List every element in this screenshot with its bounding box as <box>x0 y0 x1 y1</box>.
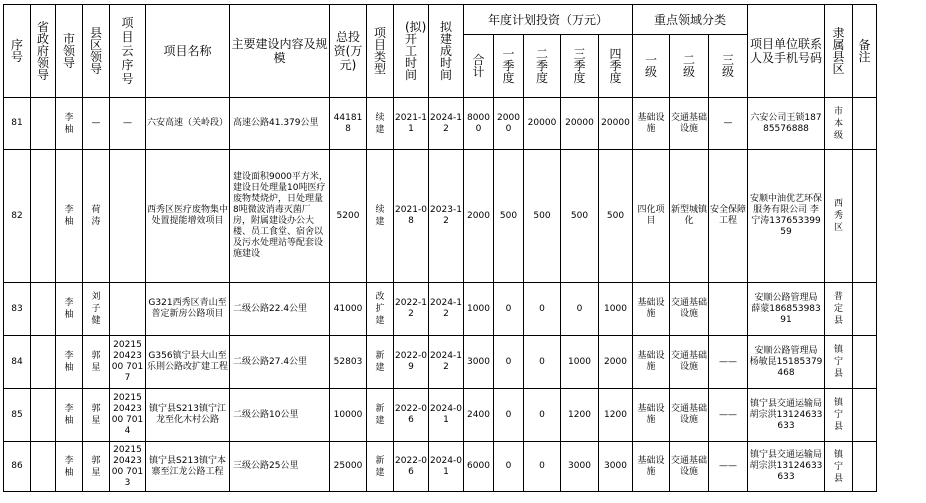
cell-l1: 基础设施 <box>633 98 670 150</box>
cell-total: 10000 <box>330 389 367 442</box>
cell-total: 25000 <box>330 442 367 492</box>
col-city-leader: 市领导 <box>56 5 83 98</box>
cell-q4: 500 <box>599 150 633 283</box>
cell-content: 二级公路10公里 <box>230 389 330 442</box>
cell-l3: — <box>709 98 748 150</box>
cell-seq: 84 <box>4 336 31 389</box>
cell-q3: 1200 <box>561 389 599 442</box>
cell-sum: 6000 <box>464 442 494 492</box>
cell-name: 西秀区医疗废物集中处置提能增效项目 <box>146 150 230 283</box>
cell-content: 二级公路27.4公里 <box>230 336 330 389</box>
col-prov-leader: 省政府领导 <box>31 5 56 98</box>
cell-start: 2022-06 <box>394 442 429 492</box>
col-annual-plan: 年度计划投资（万元） <box>464 5 633 35</box>
col-finish: 拟建成时间 <box>429 5 464 98</box>
cell-cloud: — <box>110 98 146 150</box>
cell-start: 2022-09 <box>394 336 429 389</box>
cell-note <box>853 389 877 442</box>
cell-contact: 安顺中油优艺环保服务有限公司 李宁涛13765339959 <box>748 150 825 283</box>
cell-l2: 交通基础设施 <box>670 283 709 336</box>
cell-prov <box>31 442 56 492</box>
col-seq: 序号 <box>4 5 31 98</box>
cell-content: 高速公路41.379公里 <box>230 98 330 150</box>
cell-q1: 0 <box>494 389 524 442</box>
cell-cty: 镇宁县 <box>825 336 853 389</box>
cell-county-leader: 刘子健 <box>83 283 110 336</box>
cell-l2: 交通基础设施 <box>670 442 709 492</box>
cell-sum: 3000 <box>464 336 494 389</box>
col-l1: 一级 <box>633 35 670 98</box>
cell-q1: 0 <box>494 283 524 336</box>
cell-note <box>853 98 877 150</box>
cell-cloud: 202152042300 7013 <box>110 442 146 492</box>
cell-q3: 3000 <box>561 442 599 492</box>
cell-end: 2024-12 <box>429 283 464 336</box>
cell-q3: 1000 <box>561 336 599 389</box>
cell-l2: 交通基础设施 <box>670 389 709 442</box>
col-l2: 二级 <box>670 35 709 98</box>
cell-name: G356镇宁县大山至乐則公路改扩建工程 <box>146 336 230 389</box>
cell-type: 续建 <box>367 150 394 283</box>
cell-note <box>853 442 877 492</box>
cell-q4: 2000 <box>599 336 633 389</box>
project-table-wrapper <box>3 4 877 492</box>
cell-q3: 500 <box>561 150 599 283</box>
cell-q3: 0 <box>561 283 599 336</box>
cell-cloud: 202152042300 7014 <box>110 389 146 442</box>
cell-prov <box>31 283 56 336</box>
cell-county-leader: 荷涛 <box>83 150 110 283</box>
col-county: 隶属县区 <box>825 5 853 98</box>
cell-city: 李柚 <box>56 98 83 150</box>
col-content: 主要建设内容及规模 <box>230 5 330 98</box>
cell-seq: 86 <box>4 442 31 492</box>
cell-l1: 基础设施 <box>633 336 670 389</box>
cell-l3: 安全保障工程 <box>709 150 748 283</box>
cell-type: 续建 <box>367 98 394 150</box>
cell-name: 镇宁县S213镇宁本寨至江龙公路工程 <box>146 442 230 492</box>
cell-start: 2021-11 <box>394 98 429 150</box>
cell-q2: 0 <box>524 283 561 336</box>
cell-city: 李柚 <box>56 336 83 389</box>
cell-note <box>853 150 877 283</box>
cell-seq: 83 <box>4 283 31 336</box>
cell-contact: 镇宁县交通运输局 胡宗洪13124633633 <box>748 442 825 492</box>
cell-type: 改扩建 <box>367 283 394 336</box>
cell-county-leader: 郭星 <box>83 389 110 442</box>
table-row <box>4 442 877 492</box>
col-start: (拟)开工时间 <box>394 5 429 98</box>
cell-cloud: 202152042300 7017 <box>110 336 146 389</box>
col-domain: 重点领域分类 <box>633 5 748 35</box>
col-q3: 三季度 <box>561 35 599 98</box>
cell-l3: —— <box>709 389 748 442</box>
cell-total: 441818 <box>330 98 367 150</box>
cell-l2: 交通基础设施 <box>670 336 709 389</box>
cell-sum: 2400 <box>464 389 494 442</box>
cell-start: 2021-08 <box>394 150 429 283</box>
cell-contact: 镇宁县交通运输局 胡宗洪13124633633 <box>748 389 825 442</box>
cell-city: 李柚 <box>56 389 83 442</box>
cell-q1: 500 <box>494 150 524 283</box>
cell-l3: —— <box>709 336 748 389</box>
cell-end: 2024-12 <box>429 336 464 389</box>
cell-start: 2022-12 <box>394 283 429 336</box>
col-total: 合计 <box>464 35 494 98</box>
cell-q3: 20000 <box>561 98 599 150</box>
cell-contact: 安顺公路管理局 杨敏昆15185379468 <box>748 336 825 389</box>
col-q1: 一季度 <box>494 35 524 98</box>
table-row <box>4 150 877 283</box>
cell-q1: 20000 <box>494 98 524 150</box>
cell-end: 2024-01 <box>429 442 464 492</box>
cell-l2: 交通基础设施 <box>670 98 709 150</box>
cell-cloud <box>110 150 146 283</box>
col-note: 备注 <box>853 5 877 98</box>
cell-cty: 镇宁县 <box>825 389 853 442</box>
cell-end: 2024-12 <box>429 98 464 150</box>
col-name: 项目名称 <box>146 5 230 98</box>
cell-total: 52803 <box>330 336 367 389</box>
cell-type: 新建 <box>367 389 394 442</box>
cell-name: 镇宁县S213镇宁江龙至化木村公路 <box>146 389 230 442</box>
col-q4: 四季度 <box>599 35 633 98</box>
cell-start: 2022-06 <box>394 389 429 442</box>
col-contact: 项目单位联系人及手机号码 <box>748 5 825 98</box>
cell-q2: 0 <box>524 389 561 442</box>
cell-city: 李柚 <box>56 283 83 336</box>
cell-city: 李柚 <box>56 150 83 283</box>
cell-cty: 西秀区 <box>825 150 853 283</box>
cell-q2: 20000 <box>524 98 561 150</box>
header-row-top <box>4 5 877 35</box>
cell-q1: 0 <box>494 442 524 492</box>
cell-contact: 安顺公路管理局 薛蒙18685398391 <box>748 283 825 336</box>
cell-city: 李柚 <box>56 442 83 492</box>
col-cloud-seq: 项目云序号 <box>110 5 146 98</box>
cell-county-leader: 郭星 <box>83 336 110 389</box>
col-q2: 二季度 <box>524 35 561 98</box>
col-type: 项目类型 <box>367 5 394 98</box>
cell-cty: 普定县 <box>825 283 853 336</box>
cell-county-leader: 郭星 <box>83 442 110 492</box>
cell-prov <box>31 98 56 150</box>
cell-cloud <box>110 283 146 336</box>
cell-seq: 81 <box>4 98 31 150</box>
cell-prov <box>31 150 56 283</box>
cell-q2: 0 <box>524 442 561 492</box>
cell-sum: 1000 <box>464 283 494 336</box>
cell-l3 <box>709 283 748 336</box>
table-row <box>4 336 877 389</box>
cell-seq: 82 <box>4 150 31 283</box>
cell-name: G321西秀区青山至普定新房公路项目 <box>146 283 230 336</box>
cell-seq: 85 <box>4 389 31 442</box>
cell-l2: 新型城镇化 <box>670 150 709 283</box>
cell-type: 新建 <box>367 442 394 492</box>
cell-cty: 市本级 <box>825 98 853 150</box>
cell-l1: 基础设施 <box>633 283 670 336</box>
cell-q4: 1200 <box>599 389 633 442</box>
cell-l1: 基础设施 <box>633 389 670 442</box>
table-row <box>4 389 877 442</box>
cell-q2: 0 <box>524 336 561 389</box>
cell-q4: 3000 <box>599 442 633 492</box>
cell-note <box>853 336 877 389</box>
cell-cty: 镇宁县 <box>825 442 853 492</box>
col-l3: 三级 <box>709 35 748 98</box>
cell-end: 2024-01 <box>429 389 464 442</box>
cell-content: 三级公路25公里 <box>230 442 330 492</box>
cell-q4: 20000 <box>599 98 633 150</box>
project-table <box>3 4 877 492</box>
col-county-leader: 县区领导 <box>83 5 110 98</box>
cell-contact: 六安公司王锁18785576888 <box>748 98 825 150</box>
cell-note <box>853 283 877 336</box>
cell-content: 二级公路22.4公里 <box>230 283 330 336</box>
cell-l1: 四化项目 <box>633 150 670 283</box>
cell-sum: 80000 <box>464 98 494 150</box>
cell-content: 建设面积9000平方米，建设日处理量10吨医疗废物焚烧炉，日处理量8吨微波消毒灭菌厂房，附属建设办公大楼、员工食堂、宿舍以及污水处理站等配套设施建设 <box>230 150 330 283</box>
cell-total: 41000 <box>330 283 367 336</box>
table-row <box>4 283 877 336</box>
table-row <box>4 98 877 150</box>
cell-name: 六安高速（关岭段） <box>146 98 230 150</box>
cell-q2: 500 <box>524 150 561 283</box>
cell-sum: 2000 <box>464 150 494 283</box>
cell-end: 2023-12 <box>429 150 464 283</box>
cell-total: 5200 <box>330 150 367 283</box>
cell-q4: 1000 <box>599 283 633 336</box>
cell-county-leader: — <box>83 98 110 150</box>
cell-q1: 0 <box>494 336 524 389</box>
cell-prov <box>31 389 56 442</box>
cell-l1: 基础设施 <box>633 442 670 492</box>
cell-l3: —— <box>709 442 748 492</box>
cell-prov <box>31 336 56 389</box>
cell-type: 新建 <box>367 336 394 389</box>
col-total-invest: 总投资(万元) <box>330 5 367 98</box>
